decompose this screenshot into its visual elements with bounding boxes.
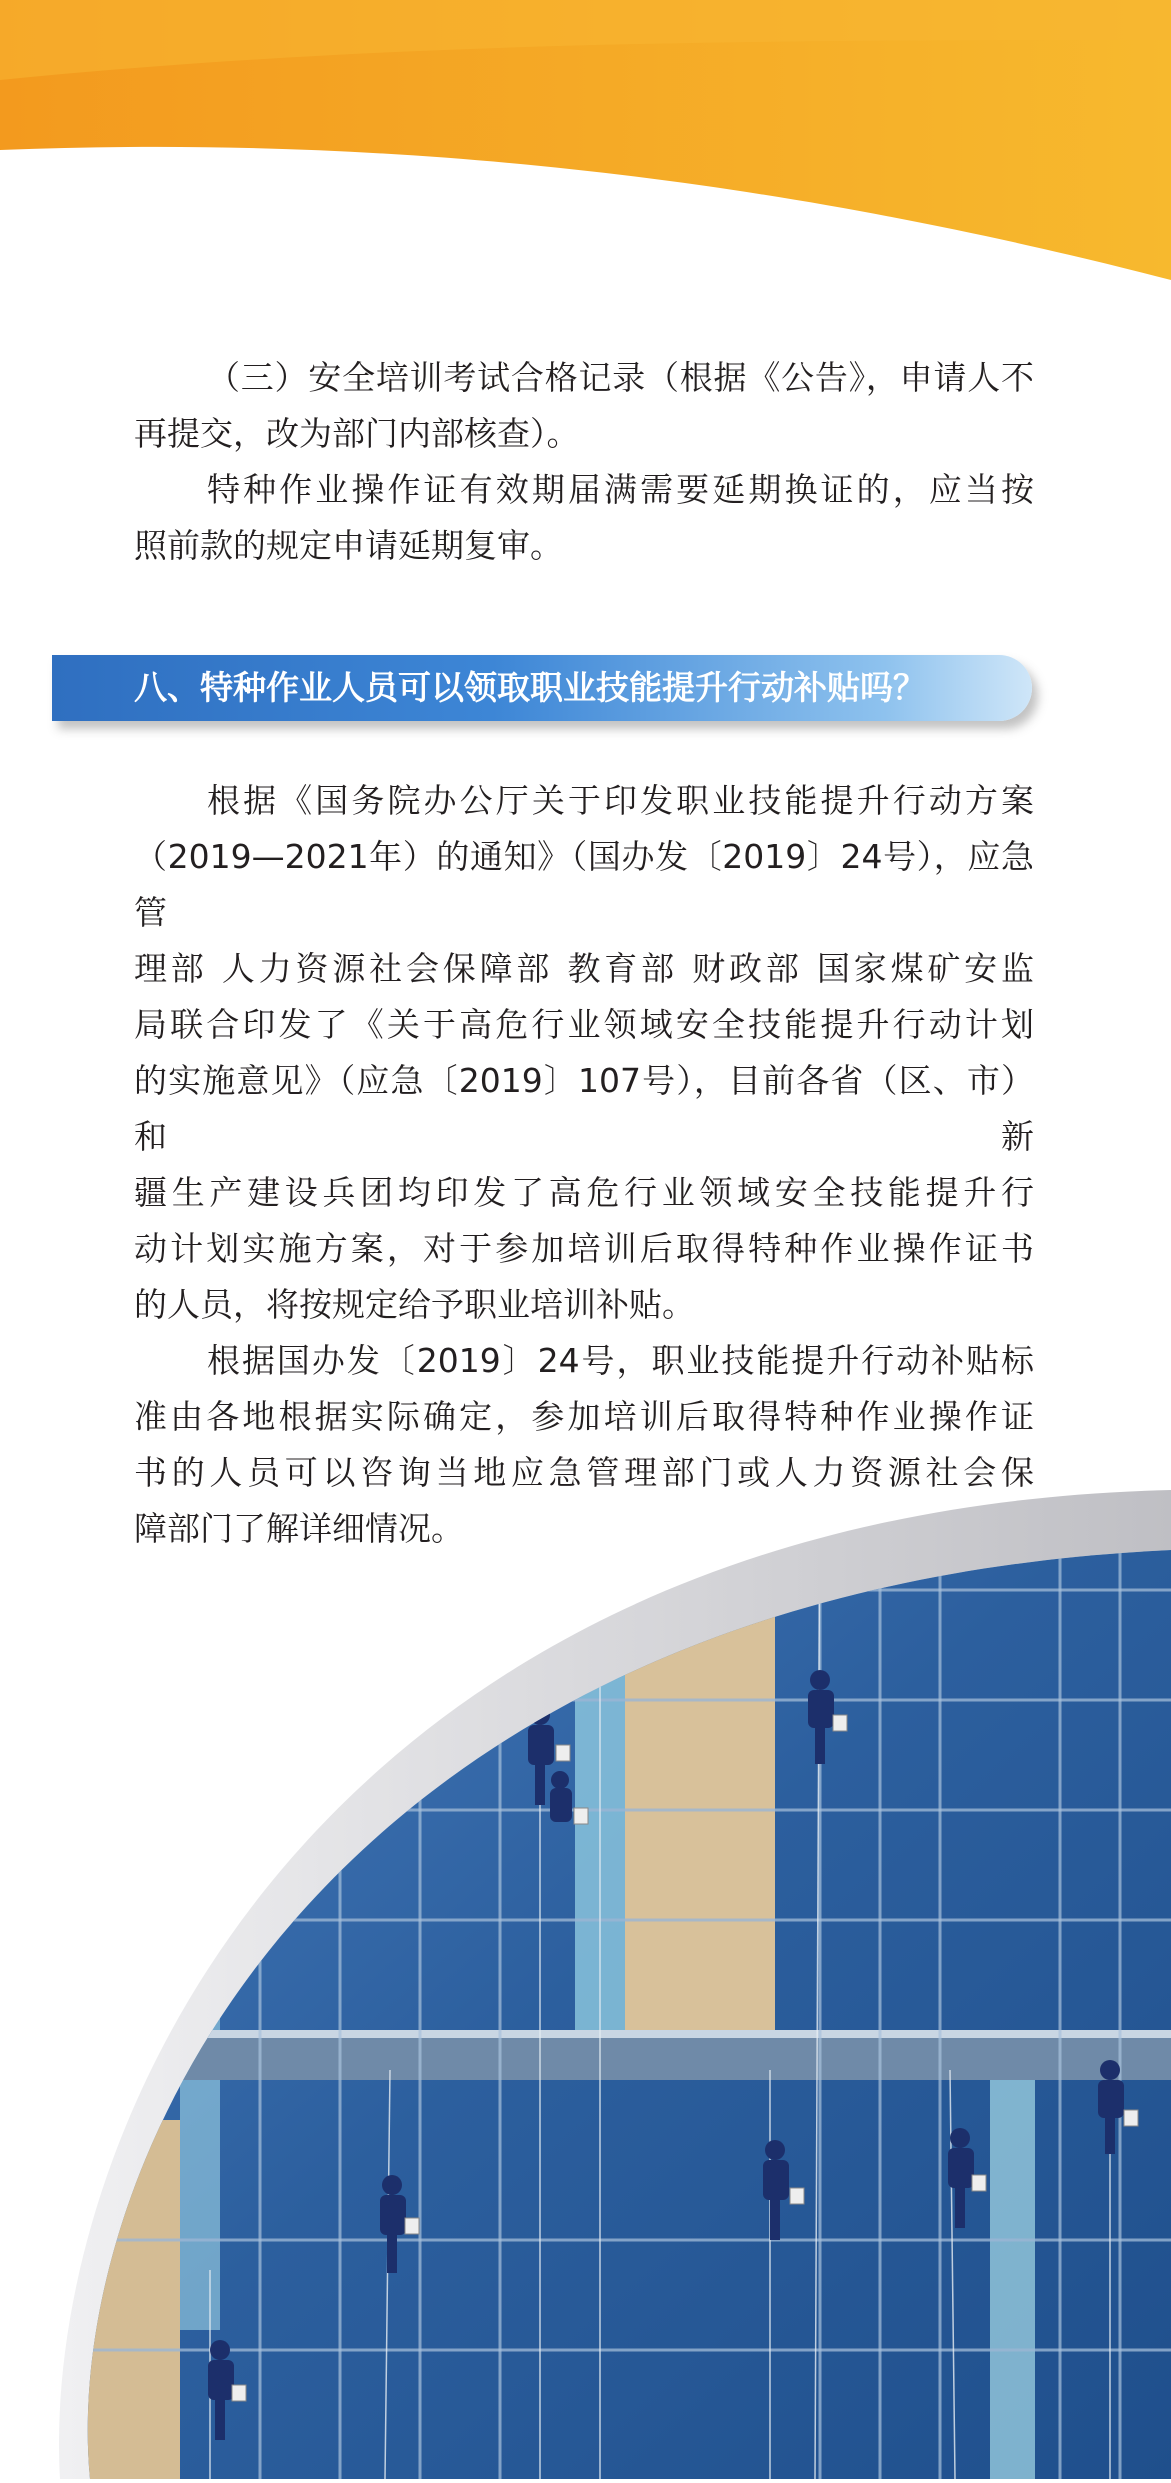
body-line: （2019—2021年）的通知》（国办发〔2019〕24号），应急管	[134, 837, 1034, 932]
section-title: 八、特种作业人员可以领取职业技能提升行动补贴吗？	[134, 668, 926, 707]
body-line: 动计划实施方案，对于参加培训后取得特种作业操作证书	[134, 1229, 1034, 1268]
body-line: 的人员，将按规定给予职业培训补贴。	[134, 1285, 695, 1324]
intro-text	[134, 350, 1034, 574]
intro-line: 再提交，改为部门内部核查）。	[134, 414, 580, 453]
body-line: 局联合印发了《关于高危行业领域安全技能提升行动计划	[134, 1005, 1034, 1044]
intro-line: 特种作业操作证有效期届满需要延期换证的，应当按	[207, 470, 1034, 509]
top-banner-wave	[0, 0, 1171, 300]
body-line: 书的人员可以咨询当地应急管理部门或人力资源社会保	[134, 1453, 1034, 1492]
intro-line: 照前款的规定申请延期复审。	[134, 526, 563, 565]
body-line: 根据《国务院办公厅关于印发职业技能提升行动方案	[207, 781, 1034, 820]
body-line: 准由各地根据实际确定，参加培训后取得特种作业操作证	[134, 1397, 1034, 1436]
body-line: 理部 人力资源社会保障部 教育部 财政部 国家煤矿安监	[134, 949, 1034, 988]
stone-column	[625, 1470, 775, 2030]
intro-line: （三）安全培训考试合格记录（根据《公告》，申请人不	[207, 358, 1034, 397]
body-line: 疆生产建设兵团均印发了高危行业领域安全技能提升行	[134, 1173, 1034, 1212]
section-body	[134, 773, 1034, 1557]
window-cleaners-photo	[0, 1470, 1171, 2479]
body-line: 的实施意见》（应急〔2019〕107号），目前各省（区、市）和新	[134, 1061, 1034, 1156]
body-line: 障部门了解详细情况。	[134, 1509, 464, 1548]
building-photo	[0, 1470, 1171, 2479]
body-line: 根据国办发〔2019〕24号，职业技能提升行动补贴标	[207, 1341, 1034, 1380]
section-header-bar	[52, 655, 1032, 721]
